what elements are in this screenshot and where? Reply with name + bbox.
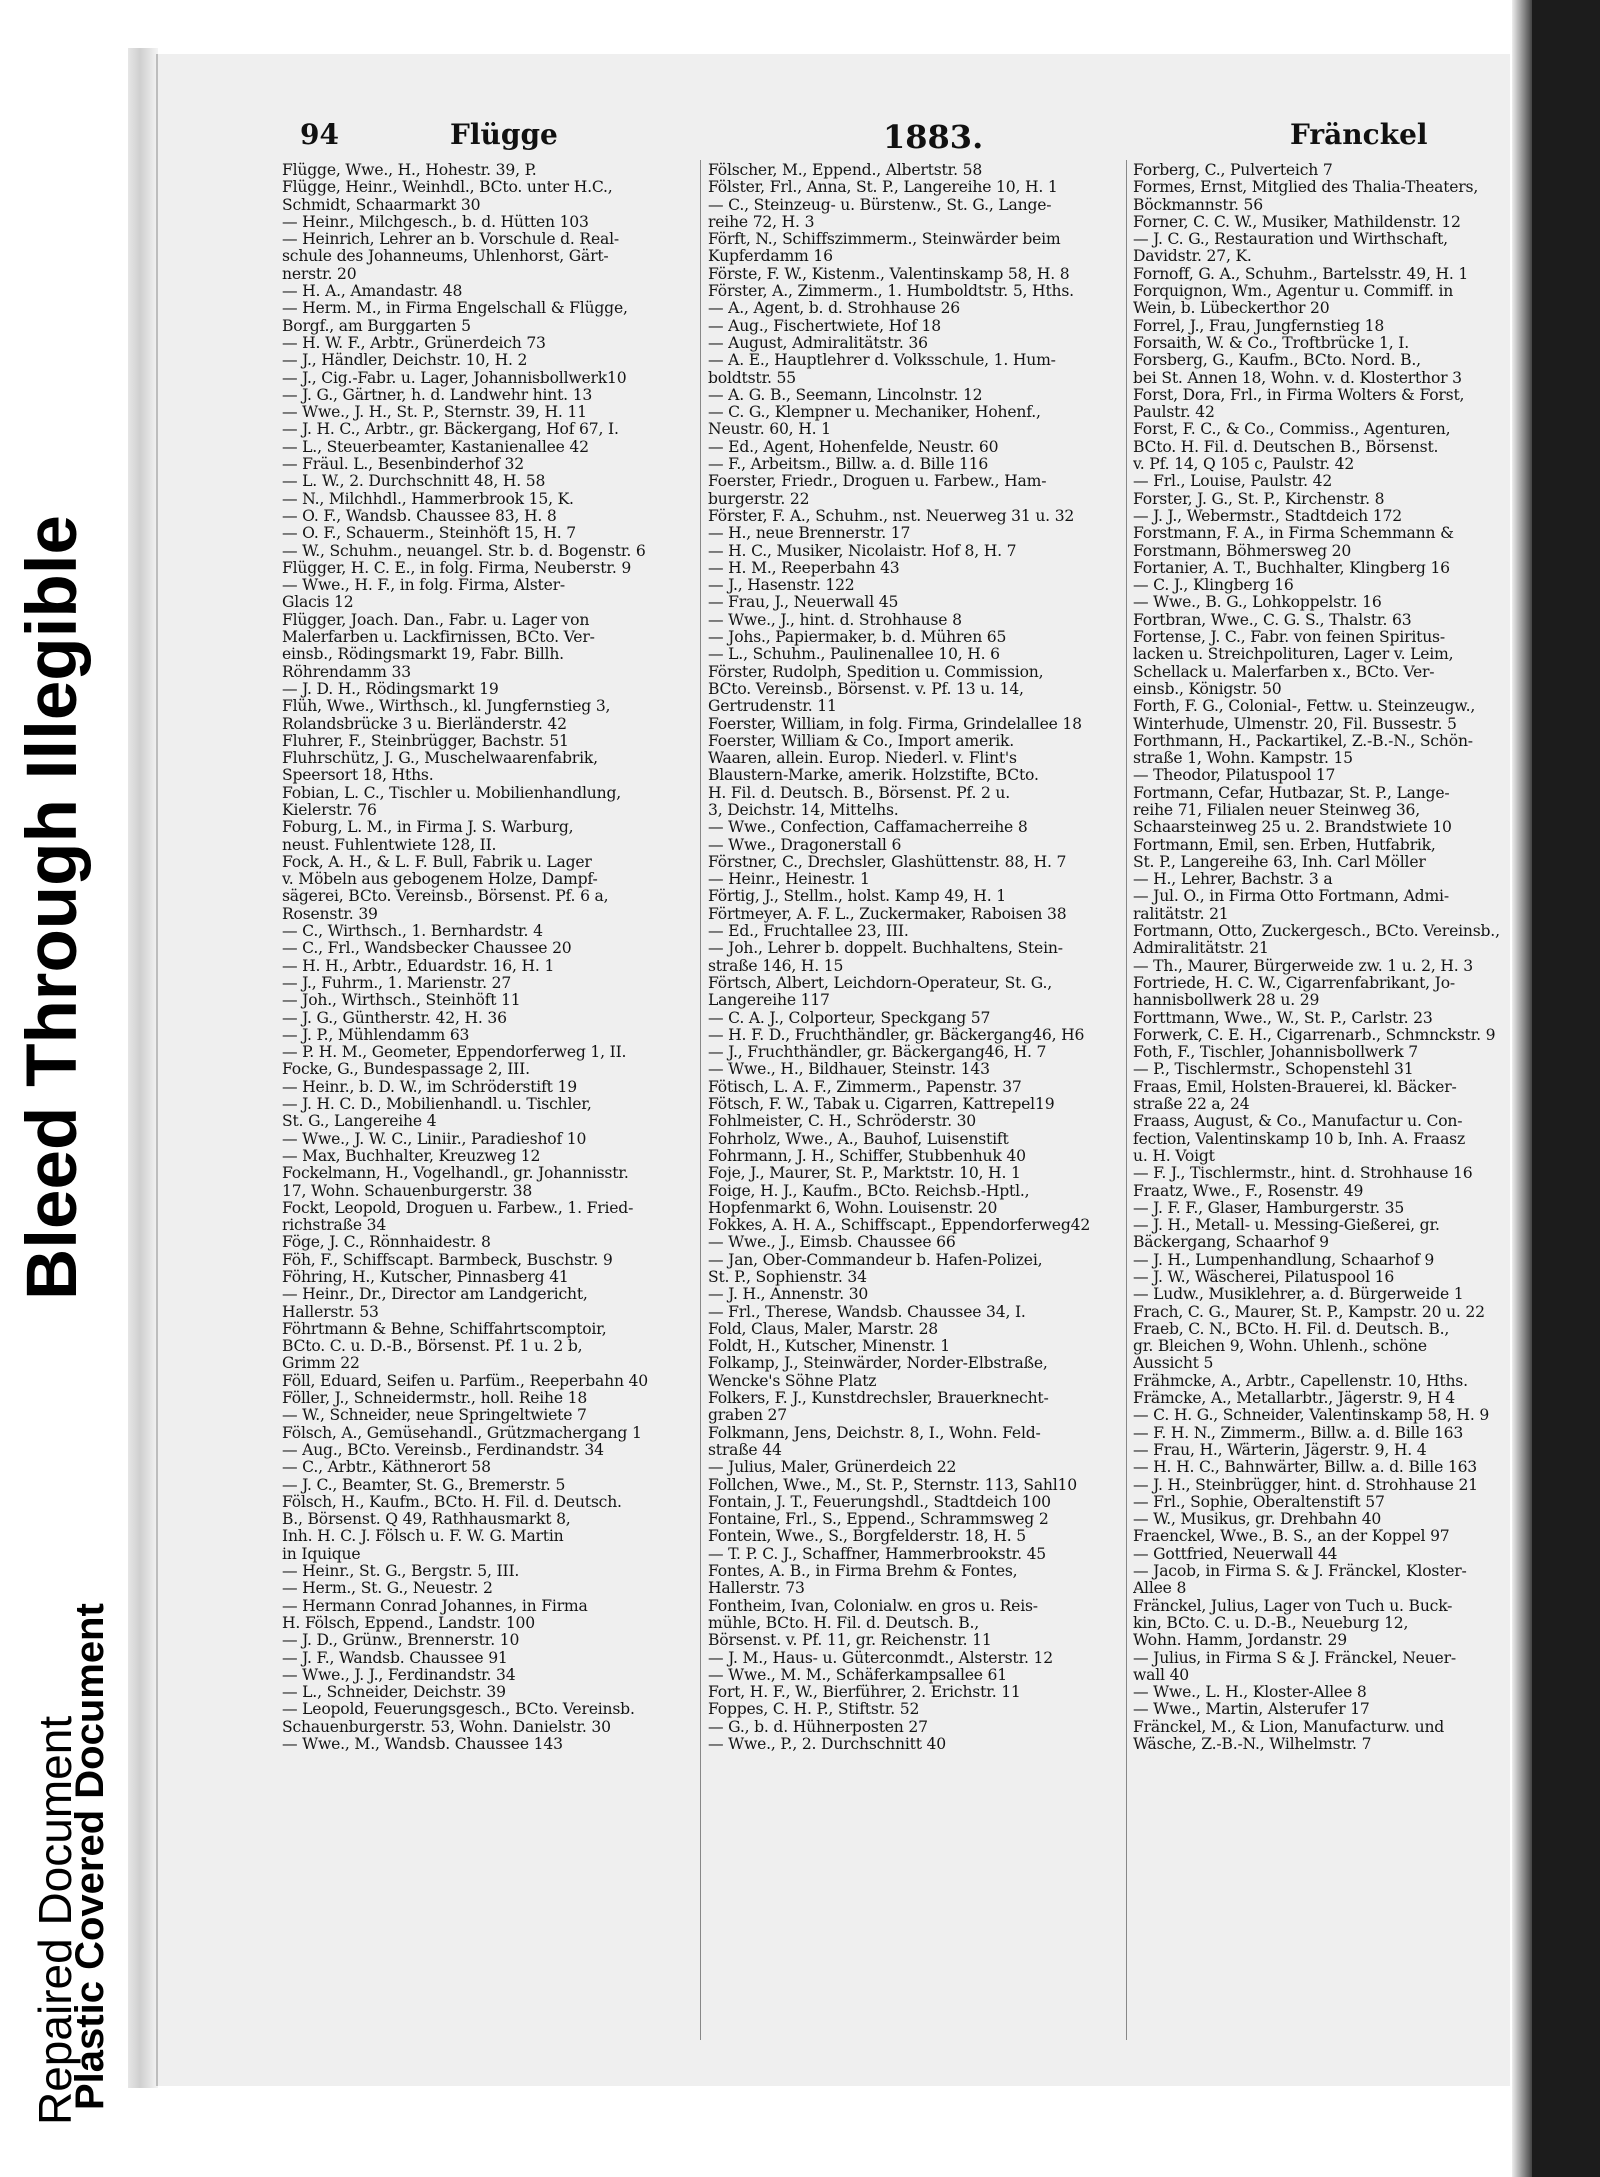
directory-entry-line: — A. G. B., Seemann, Lincolnstr. 12 xyxy=(708,386,983,404)
directory-entry-line: St. P., Sophienstr. 34 xyxy=(708,1269,867,1286)
directory-entry-line: — Frl., Louise, Paulstr. 42 xyxy=(1133,473,1333,491)
directory-entry-line: — Wwe., L. H., Kloster-Allee 8 xyxy=(1133,1684,1367,1702)
directory-entry-line: — J. H., Metall- u. Messing-Gießerei, gr. xyxy=(1133,1217,1440,1235)
directory-entry-line: H. Fil. d. Deutsch. B., Börsenst. Pf. 2 u. xyxy=(708,784,1011,802)
directory-entry-line: — J. W., Wäscherei, Pilatuspool 16 xyxy=(1133,1269,1395,1286)
directory-entry-line: — Th., Maurer, Bürgerweide zw. 1 u. 2, H. 3 xyxy=(1133,957,1473,975)
directory-entry-line: St. P., Langereihe 63, Inh. Carl Möller xyxy=(1133,853,1426,871)
page-number: 94 xyxy=(300,118,339,151)
directory-entry-line: — J. C., Beamter, St. G., Bremerstr. 5 xyxy=(282,1476,566,1494)
directory-entry-line: Foje, J., Maurer, St. P., Marktstr. 10, H. 1 xyxy=(708,1165,1021,1183)
directory-entry-line: ralitätstr. 21 xyxy=(1133,905,1229,923)
directory-entry-line: — O. F., Schauerm., Steinhöft 15, H. 7 xyxy=(282,525,576,543)
directory-entry-line: — H. C., Musiker, Nicolaistr. Hof 8, H. 7 xyxy=(708,542,1017,560)
directory-entry-line: hannisbollwerk 28 u. 29 xyxy=(1133,992,1320,1010)
directory-entry-line: — Wwe., M. M., Schäferkampsallee 61 xyxy=(708,1666,1007,1684)
directory-entry-line: — Frl., Sophie, Oberaltenstift 57 xyxy=(1133,1493,1385,1511)
right-keyword: Fränckel xyxy=(1290,118,1428,151)
directory-entry-line: — Joh., Wirthsch., Steinhöft 11 xyxy=(282,992,521,1010)
directory-entry-line: Wohn. Hamm, Jordanstr. 29 xyxy=(1133,1632,1347,1650)
directory-entry-line: — J. J., Webermstr., Stadtdeich 172 xyxy=(1133,507,1402,525)
directory-entry-line: — Jul. O., in Firma Otto Fortmann, Admi- xyxy=(1133,888,1449,906)
directory-entry-line: Hallerstr. 53 xyxy=(282,1303,379,1321)
directory-entry-line: straße 146, H. 15 xyxy=(708,957,844,975)
page-header xyxy=(300,118,1520,158)
directory-entry-line: Fobian, L. C., Tischler u. Mobilienhandlung, xyxy=(282,784,621,802)
directory-entry-line: Forsberg, G., Kaufm., BCto. Nord. B., xyxy=(1133,352,1421,370)
directory-entry-line: Frach, C. G., Maurer, St. P., Kampstr. 20 u. 22 xyxy=(1133,1303,1485,1321)
directory-entry-line: Foerster, Friedr., Droguen u. Farbew., Ham- xyxy=(708,473,1047,491)
directory-entry-line: — H. H. C., Bahnwärter, Billw. a. d. Bille 163 xyxy=(1133,1459,1478,1477)
directory-entry-line: Fortmann, Otto, Zuckergesch., BCto. Vereinsb., xyxy=(1133,923,1500,941)
directory-entry-line: — C., Arbtr., Käthnerort 58 xyxy=(282,1459,491,1477)
left-keyword: Flügge xyxy=(450,118,558,151)
directory-entry-line: — Julius, in Firma S & J. Fränckel, Neuer- xyxy=(1133,1649,1456,1667)
directory-entry-line: boldtstr. 55 xyxy=(708,369,796,387)
directory-entry-line: Foerster, William & Co., Import amerik. xyxy=(708,732,1015,750)
directory-entry-line: — J. G., Güntherstr. 42, H. 36 xyxy=(282,1009,507,1027)
directory-entry-line: — W., Schneider, neue Springeltwiete 7 xyxy=(282,1407,587,1425)
directory-entry-line: Foige, H. J., Kaufm., BCto. Reichsb.-Hptl., xyxy=(708,1182,1030,1200)
directory-entry-line: fection, Valentinskamp 10 b, Inh. A. Fraasz xyxy=(1133,1130,1466,1148)
directory-entry-line: Rolandsbrücke 3 u. Bierländerstr. 42 xyxy=(282,715,567,733)
directory-entry-line: Röhrendamm 33 xyxy=(282,663,411,681)
directory-entry-line: Folkers, F. J., Kunstdrechsler, Brauerknecht- xyxy=(708,1390,1049,1408)
directory-entry-line: — J. F., Wandsb. Chaussee 91 xyxy=(282,1649,508,1667)
directory-entry-line: — J. H. C. D., Mobilienhandl. u. Tischler, xyxy=(282,1096,592,1114)
directory-entry-line: v. Pf. 14, Q 105 c, Paulstr. 42 xyxy=(1133,456,1355,474)
directory-entry-line: Fortense, J. C., Fabr. von feinen Spiritus- xyxy=(1133,629,1445,647)
directory-entry-line: — Heinr., Milchgesch., b. d. Hütten 103 xyxy=(282,213,589,231)
directory-entry-line: Fold, Claus, Maler, Marstr. 28 xyxy=(708,1320,939,1338)
directory-entry-line: einsb., Rödingsmarkt 19, Fabr. Billh. xyxy=(282,646,564,664)
directory-entry-line: Fluhrer, F., Steinbrügger, Bachstr. 51 xyxy=(282,732,569,750)
directory-entry-line: Blaustern-Marke, amerik. Holzstifte, BCto. xyxy=(708,767,1039,785)
directory-entry-line: Förster, F. A., Schuhm., nst. Neuerweg 31 u. 32 xyxy=(708,507,1075,525)
directory-entry-line: Wencke's Söhne Platz xyxy=(708,1372,877,1390)
directory-entry-line: Fölster, Frl., Anna, St. P., Langereihe 10, H. 1 xyxy=(708,179,1058,197)
directory-entry-line: Flügger, Joach. Dan., Fabr. u. Lager von xyxy=(282,611,590,629)
directory-entry-line: Borgf., am Burggarten 5 xyxy=(282,317,471,335)
directory-entry-line: — J. G., Gärtner, h. d. Landwehr hint. 13 xyxy=(282,386,593,404)
directory-entry-line: graben 27 xyxy=(708,1407,787,1425)
directory-entry-line: Forquignon, Wm., Agentur u. Commiff. in xyxy=(1133,283,1454,301)
directory-entry-line: Flügger, H. C. E., in folg. Firma, Neuberstr. 9 xyxy=(282,559,632,577)
directory-entry-line: Fontain, J. T., Feuerungshdl., Stadtdeich 100 xyxy=(708,1493,1051,1511)
directory-entry-line: — Wwe., M., Wandsb. Chaussee 143 xyxy=(282,1736,563,1754)
directory-entry-line: Fränckel, Julius, Lager von Tuch u. Buck- xyxy=(1133,1597,1453,1615)
bleed-through-stamp: Bleed Through Illegible xyxy=(13,515,92,1300)
directory-entry-line: Speersort 18, Hths. xyxy=(282,767,434,785)
directory-entry-line: Glacis 12 xyxy=(282,594,354,612)
directory-entry-line: Frähmcke, A., Arbtr., Capellenstr. 10, Hths. xyxy=(1133,1372,1468,1390)
directory-entry-line: — Frau, J., Neuerwall 45 xyxy=(708,594,899,612)
directory-entry-line: sägerei, BCto. Vereinsb., Börsenst. Pf. 6 a, xyxy=(282,888,609,906)
directory-entry-line: — J. F. F., Glaser, Hamburgerstr. 35 xyxy=(1133,1199,1405,1217)
directory-entry-line: — H. F. D., Fruchthändler, gr. Bäckergang46, H6 xyxy=(708,1026,1085,1044)
directory-entry-line: — O. F., Wandsb. Chaussee 83, H. 8 xyxy=(282,507,557,525)
directory-entry-line: B., Börsenst. Q 49, Rathhausmarkt 8, xyxy=(282,1511,571,1529)
directory-entry-line: — Heinr., Heinestr. 1 xyxy=(708,871,870,889)
directory-entry-line: in Iquique xyxy=(282,1545,361,1563)
directory-entry-line: Fraas, Emil, Holsten-Brauerei, kl. Bäcker- xyxy=(1133,1078,1457,1096)
directory-entry-line: — Herm. M., in Firma Engelschall & Flügge, xyxy=(282,300,628,318)
directory-entry-line: — J. H., Lumpenhandlung, Schaarhof 9 xyxy=(1133,1251,1435,1269)
directory-entry-line: Fohlmeister, C. H., Schröderstr. 30 xyxy=(708,1113,977,1131)
directory-entry-line: — Ludw., Musiklehrer, a. d. Bürgerweide 1 xyxy=(1133,1286,1464,1304)
directory-entry-line: — A., Agent, b. d. Strohhause 26 xyxy=(708,300,961,318)
directory-entry-line: mühle, BCto. H. Fil. d. Deutsch. B., xyxy=(708,1614,979,1632)
directory-entry-line: — L. W., 2. Durchschnitt 48, H. 58 xyxy=(282,473,546,491)
directory-entry-line: 17, Wohn. Schauenburgerstr. 38 xyxy=(282,1182,533,1200)
directory-entry-line: — J. H. C., Arbtr., gr. Bäckergang, Hof 67, I. xyxy=(282,421,619,439)
directory-entry-line: Fockelmann, H., Vogelhandl., gr. Johannisstr. xyxy=(282,1165,629,1183)
directory-entry-line: reihe 72, H. 3 xyxy=(708,213,815,231)
directory-entry-line: — J. H., Steinbrügger, hint. d. Strohhause 21 xyxy=(1133,1476,1478,1494)
directory-entry-line: Forner, C. C. W., Musiker, Mathildenstr. 12 xyxy=(1133,213,1461,231)
directory-entry-line: Fontaine, Frl., S., Eppend., Schrammsweg 2 xyxy=(708,1511,1049,1529)
directory-entry-line: Allee 8 xyxy=(1133,1580,1187,1598)
directory-entry-line: Inh. H. C. J. Fölsch u. F. W. G. Martin xyxy=(282,1528,564,1546)
directory-entry-line: richstraße 34 xyxy=(282,1217,387,1235)
directory-entry-line: Forst, Dora, Frl., in Firma Wolters & Forst, xyxy=(1133,386,1465,404)
directory-entry-line: Aussicht 5 xyxy=(1133,1355,1214,1373)
directory-entry-line: Fort, H. F., W., Bierführer, 2. Erichstr. 11 xyxy=(708,1684,1021,1702)
directory-entry-line: Folkamp, J., Steinwärder, Norder-Elbstraße, xyxy=(708,1355,1048,1373)
directory-entry-line: — J., Händler, Deichstr. 10, H. 2 xyxy=(282,352,528,370)
directory-entry-line: Follchen, Wwe., M., St. P., Sternstr. 113, Sahl10 xyxy=(708,1476,1077,1494)
directory-entry-line: — Wwe., H. F., in folg. Firma, Alster- xyxy=(282,577,565,595)
directory-entry-line: Flügge, Heinr., Weinhdl., BCto. unter H.C., xyxy=(282,179,613,197)
directory-entry-line: — C., Frl., Wandsbecker Chaussee 20 xyxy=(282,940,572,958)
directory-entry-line: Föge, J. C., Rönnhaidestr. 8 xyxy=(282,1234,491,1252)
directory-entry-line: — L., Schneider, Deichstr. 39 xyxy=(282,1684,506,1702)
directory-entry-line: Fohrmann, J. H., Schiffer, Stubbenhuk 40 xyxy=(708,1147,1026,1165)
directory-entry-line: Admiralitätstr. 21 xyxy=(1133,940,1269,958)
directory-entry-line: — Wwe., J. J., Ferdinandstr. 34 xyxy=(282,1666,516,1684)
directory-entry-line: Fontes, A. B., in Firma Brehm & Fontes, xyxy=(708,1563,1018,1581)
directory-entry-line: straße 1, Wohn. Kampstr. 15 xyxy=(1133,750,1353,768)
directory-entry-line: Föll, Eduard, Seifen u. Parfüm., Reeperbahn 40 xyxy=(282,1372,648,1390)
directory-entry-line: — J. M., Haus- u. Güterconmdt., Alsterstr. 12 xyxy=(708,1649,1053,1667)
directory-entry-line: — Heinr., b. D. W., im Schröderstift 19 xyxy=(282,1078,577,1096)
directory-entry-line: Wein, b. Lübeckerthor 20 xyxy=(1133,300,1330,318)
directory-entry-line: — Ed., Fruchtallee 23, III. xyxy=(708,923,909,941)
directory-entry-line: — Max, Buchhalter, Kreuzweg 12 xyxy=(282,1147,541,1165)
directory-entry-line: Fraeb, C. N., BCto. H. Fil. d. Deutsch. B., xyxy=(1133,1320,1450,1338)
directory-entry-line: Foerster, William, in folg. Firma, Grindelallee 18 xyxy=(708,715,1082,733)
directory-entry-line: kin, BCto. C. u. D.-B., Neueburg 12, xyxy=(1133,1614,1409,1632)
directory-entry-line: — Heinr., Dr., Director am Landgericht, xyxy=(282,1286,588,1304)
directory-entry-line: Fortmann, Cefar, Hutbazar, St. P., Lange- xyxy=(1133,784,1450,802)
directory-entry-line: Främcke, A., Metallarbtr., Jägerstr. 9, H 4 xyxy=(1133,1390,1456,1408)
directory-entry-line: 3, Deichstr. 14, Mittelhs. xyxy=(708,801,899,819)
directory-entry-line: — G., b. d. Hühnerposten 27 xyxy=(708,1718,928,1736)
directory-entry-line: — F. H. N., Zimmerm., Billw. a. d. Bille 163 xyxy=(1133,1424,1464,1442)
directory-entry-line: — Aug., Fischertwiete, Hof 18 xyxy=(708,317,941,335)
directory-entry-line: Foldt, H., Kutscher, Minenstr. 1 xyxy=(708,1338,950,1356)
directory-entry-line: — W., Musikus, gr. Drehbahn 40 xyxy=(1133,1511,1382,1529)
page-edge xyxy=(128,48,158,2088)
directory-entry-line: wall 40 xyxy=(1133,1666,1190,1684)
directory-entry-line: — Jacob, in Firma S. & J. Fränckel, Kloster- xyxy=(1133,1563,1467,1581)
directory-entry-line: — L., Steuerbeamter, Kastanienallee 42 xyxy=(282,438,589,456)
directory-entry-line: — J., Fruchthändler, gr. Bäckergang46, H. 7 xyxy=(708,1044,1047,1062)
directory-entry-line: Förft, N., Schiffszimmerm., Steinwärder beim xyxy=(708,231,1061,249)
directory-entry-line: — Wwe., J., Eimsb. Chaussee 66 xyxy=(708,1234,956,1252)
directory-entry-line: Forwerk, C. E. H., Cigarrenarb., Schmnckstr. 9 xyxy=(1133,1026,1496,1044)
directory-entry-line: — Wwe., J. H., St. P., Sternstr. 39, H. 11 xyxy=(282,404,587,422)
directory-entry-line: — Frau, H., Wärterin, Jägerstr. 9, H. 4 xyxy=(1133,1441,1427,1459)
directory-entry-line: Schellack u. Malerfarben x., BCto. Ver- xyxy=(1133,663,1435,681)
directory-entry-line: BCto. H. Fil. d. Deutschen B., Börsenst. xyxy=(1133,438,1439,456)
directory-entry-line: Hallerstr. 73 xyxy=(708,1580,805,1598)
directory-entry-line: Fränckel, M., & Lion, Manufacturw. und xyxy=(1133,1718,1445,1736)
directory-entry-line: Fötsch, F. W., Tabak u. Cigarren, Kattrepel19 xyxy=(708,1096,1055,1114)
directory-entry-line: Forttmann, Wwe., W., St. P., Carlstr. 23 xyxy=(1133,1009,1433,1027)
directory-entry-line: Schaarsteinweg 25 u. 2. Brandstwiete 10 xyxy=(1133,819,1452,837)
directory-entry-line: — C. J., Klingberg 16 xyxy=(1133,577,1294,595)
directory-entry-line: — August, Admiralitätstr. 36 xyxy=(708,334,928,352)
directory-entry-line: — Wwe., J. W. C., Liniir., Paradieshof 10 xyxy=(282,1130,587,1148)
directory-entry-line: — J., Hasenstr. 122 xyxy=(708,577,855,595)
directory-entry-line: — Wwe., Confection, Caffamacherreihe 8 xyxy=(708,819,1028,837)
directory-entry-line: — Fräul. L., Besenbinderhof 32 xyxy=(282,456,524,474)
directory-entry-line: — J. C. G., Restauration und Wirthschaft, xyxy=(1133,231,1448,249)
directory-entry-line: lacken u. Streichpolituren, Lager v. Leim, xyxy=(1133,646,1454,664)
directory-entry-line: Fontein, Wwe., S., Borgfelderstr. 18, H. 5 xyxy=(708,1528,1026,1546)
directory-entry-line: Formes, Ernst, Mitglied des Thalia-Theaters, xyxy=(1133,179,1479,197)
directory-entry-line: Forrel, J., Frau, Jungfernstieg 18 xyxy=(1133,317,1385,335)
directory-entry-line: Folkmann, Jens, Deichstr. 8, I., Wohn. Feld- xyxy=(708,1424,1041,1442)
directory-entry-line: St. G., Langereihe 4 xyxy=(282,1113,437,1131)
directory-entry-line: Forthmann, H., Packartikel, Z.-B.-N., Schön- xyxy=(1133,732,1473,750)
directory-entry-line: — H. W. F., Arbtr., Grünerdeich 73 xyxy=(282,334,546,352)
directory-entry-line: straße 44 xyxy=(708,1441,782,1459)
directory-entry-line: Neustr. 60, H. 1 xyxy=(708,421,831,439)
directory-entry-line: — Wwe., H., Bildhauer, Steinstr. 143 xyxy=(708,1061,990,1079)
directory-entry-line: — J. D. H., Rödingsmarkt 19 xyxy=(282,680,499,698)
directory-entry-line: — Gottfried, Neuerwall 44 xyxy=(1133,1545,1338,1563)
directory-entry-line: — P., Tischlermstr., Schopenstehl 31 xyxy=(1133,1061,1414,1079)
directory-entry-line: Schmidt, Schaarmarkt 30 xyxy=(282,196,481,214)
directory-entry-line: — J. H., Annenstr. 30 xyxy=(708,1286,869,1304)
directory-entry-line: — Hermann Conrad Johannes, in Firma xyxy=(282,1597,588,1615)
directory-entry-line: Fortriede, H. C. W., Cigarrenfabrikant, Jo- xyxy=(1133,974,1455,992)
directory-entry-line: — J., Cig.-Fabr. u. Lager, Johannisbollwerk10 xyxy=(282,369,627,387)
directory-entry-line: — P. H. M., Geometer, Eppendorferweg 1, II. xyxy=(282,1044,627,1062)
directory-entry-line: Kupferdamm 16 xyxy=(708,248,833,266)
directory-entry-line: Davidstr. 27, K. xyxy=(1133,248,1252,266)
directory-entry-line: Fohrholz, Wwe., A., Bauhof, Luisenstift xyxy=(708,1130,1009,1148)
directory-entry-line: BCto. C. u. D.-B., Börsenst. Pf. 1 u. 2 b, xyxy=(282,1338,583,1356)
directory-entry-line: nerstr. 20 xyxy=(282,265,357,283)
directory-entry-line: — Leopold, Feuerungsgesch., BCto. Vereinsb. xyxy=(282,1701,635,1719)
column-divider xyxy=(700,160,701,2040)
directory-entry-line: Fölsch, H., Kaufm., BCto. H. Fil. d. Deutsch. xyxy=(282,1493,622,1511)
directory-entry-line: — C. H. G., Schneider, Valentinskamp 58, H. 9 xyxy=(1133,1407,1490,1425)
directory-entry-line: einsb., Königstr. 50 xyxy=(1133,680,1282,698)
directory-entry-line: reihe 71, Filialen neuer Steinweg 36, xyxy=(1133,801,1421,819)
directory-entry-line: — J., Fuhrm., 1. Marienstr. 27 xyxy=(282,974,512,992)
directory-entry-line: — W., Schuhm., neuangel. Str. b. d. Bogenstr. 6 xyxy=(282,542,646,560)
directory-entry-line: — L., Schuhm., Paulinenallee 10, H. 6 xyxy=(708,646,1000,664)
directory-entry-line: Fölscher, M., Eppend., Albertstr. 58 xyxy=(708,162,983,179)
directory-entry-line: BCto. Vereinsb., Börsenst. v. Pf. 13 u. 14, xyxy=(708,680,1024,698)
directory-entry-line: Hopfenmarkt 6, Wohn. Louisenstr. 20 xyxy=(708,1199,998,1217)
directory-entry-line: Föhring, H., Kutscher, Pinnasberg 41 xyxy=(282,1269,569,1286)
directory-entry-line: Waaren, allein. Europ. Niederl. v. Flint's xyxy=(708,750,1017,768)
directory-entry-line: Börsenst. v. Pf. 11, gr. Reichenstr. 11 xyxy=(708,1632,992,1650)
directory-entry-line: — F., Arbeitsm., Billw. a. d. Bille 116 xyxy=(708,456,989,474)
directory-entry-line: — Wwe., Dragonerstall 6 xyxy=(708,836,902,854)
directory-entry-line: Langereihe 117 xyxy=(708,992,830,1010)
directory-entry-line: Foth, F., Tischler, Johannisbollwerk 7 xyxy=(1133,1044,1419,1062)
directory-entry-line: Paulstr. 42 xyxy=(1133,404,1215,422)
directory-entry-line: — Joh., Lehrer b. doppelt. Buchhaltens, Stein- xyxy=(708,940,1063,958)
directory-entry-line: Förtmeyer, A. F. L., Zuckermaker, Raboisen 38 xyxy=(708,905,1067,923)
directory-entry-line: Fortbran, Wwe., C. G. S., Thalstr. 63 xyxy=(1133,611,1412,629)
directory-entry-line: — Jan, Ober-Commandeur b. Hafen-Polizei, xyxy=(708,1251,1043,1269)
repaired-document-stamp: Repaired Document xyxy=(29,1715,81,2125)
directory-entry-line: Fötisch, L. A. F., Zimmerm., Papenstr. 37 xyxy=(708,1078,1022,1096)
directory-entry-line: Förstner, C., Drechsler, Glashüttenstr. 88, H. 7 xyxy=(708,853,1067,871)
directory-entry-line: Forsaith, W. & Co., Troftbrücke 1, I. xyxy=(1133,334,1409,352)
directory-entry-line: — H., Lehrer, Bachstr. 3 a xyxy=(1133,871,1333,889)
directory-entry-line: — F. J., Tischlermstr., hint. d. Strohhause 16 xyxy=(1133,1165,1473,1183)
column-divider xyxy=(1126,160,1127,2040)
directory-entry-line: schule des Johanneums, Uhlenhorst, Gärt- xyxy=(282,248,609,266)
directory-entry-line: — Wwe., J., hint. d. Strohhause 8 xyxy=(708,611,962,629)
directory-entry-line: — H., neue Brennerstr. 17 xyxy=(708,525,911,543)
directory-entry-line: — Ed., Agent, Hohenfelde, Neustr. 60 xyxy=(708,438,999,456)
directory-entry-line: Forst, F. C., & Co., Commiss., Agenturen, xyxy=(1133,421,1451,439)
directory-entry-line: Forstmann, F. A., in Firma Schemmann & xyxy=(1133,525,1454,543)
directory-entry-line: — Herm., St. G., Neuestr. 2 xyxy=(282,1580,493,1598)
directory-entry-line: — C. A. J., Colporteur, Speckgang 57 xyxy=(708,1009,991,1027)
directory-entry-line: — Wwe., P., 2. Durchschnitt 40 xyxy=(708,1736,946,1754)
directory-entry-line: — H. H., Arbtr., Eduardstr. 16, H. 1 xyxy=(282,957,555,975)
directory-entry-line: Fraass, August, & Co., Manufactur u. Con- xyxy=(1133,1113,1463,1131)
directory-entry-line: Winterhude, Ulmenstr. 20, Fil. Bussestr. 5 xyxy=(1133,715,1457,733)
directory-entry-line: bei St. Annen 18, Wohn. v. d. Klosterthor 3 xyxy=(1133,369,1462,387)
directory-entry-line: Kielerstr. 76 xyxy=(282,801,377,819)
directory-entry-line: Fontheim, Ivan, Colonialw. en gros u. Reis- xyxy=(708,1597,1038,1615)
directory-entry-line: Foppes, C. H. P., Stiftstr. 52 xyxy=(708,1701,920,1719)
directory-entry-line: Fockt, Leopold, Droguen u. Farbew., 1. Fried- xyxy=(282,1199,634,1217)
directory-entry-line: Focke, G., Bundespassage 2, III. xyxy=(282,1061,530,1079)
directory-entry-line: Rosenstr. 39 xyxy=(282,905,378,923)
directory-entry-line: Förster, A., Zimmerm., 1. Humboldtstr. 5, Hths. xyxy=(708,283,1074,301)
directory-entry-line: Fraenckel, Wwe., B. S., an der Koppel 97 xyxy=(1133,1528,1450,1546)
directory-entry-line: Föh, F., Schiffscapt. Barmbeck, Buschstr. 9 xyxy=(282,1251,613,1269)
directory-entry-line: Foburg, L. M., in Firma J. S. Warburg, xyxy=(282,819,574,837)
directory-entry-line: Fraatz, Wwe., F., Rosenstr. 49 xyxy=(1133,1182,1364,1200)
directory-entry-line: Grimm 22 xyxy=(282,1355,360,1373)
directory-entry-line: Förtig, J., Stellm., holst. Kamp 49, H. 1 xyxy=(708,888,1006,906)
directory-entry-line: Fortanier, A. T., Buchhalter, Klingberg 16 xyxy=(1133,559,1450,577)
directory-entry-line: Flügge, Wwe., H., Hohestr. 39, P. xyxy=(282,162,537,179)
directory-entry-line: — Julius, Maler, Grünerdeich 22 xyxy=(708,1459,957,1477)
directory-entry-line: Föhrtmann & Behne, Schiffahrtscomptoir, xyxy=(282,1320,607,1338)
directory-entry-line: — Wwe., B. G., Lohkoppelstr. 16 xyxy=(1133,594,1382,612)
directory-entry-line: — Wwe., Martin, Alsterufer 17 xyxy=(1133,1701,1370,1719)
directory-entry-line: Schauenburgerstr. 53, Wohn. Danielstr. 30 xyxy=(282,1718,611,1736)
directory-entry-line: — C., Wirthsch., 1. Bernhardstr. 4 xyxy=(282,923,543,941)
directory-entry-line: Forster, J. G., St. P., Kirchenstr. 8 xyxy=(1133,490,1385,508)
directory-entry-line: — C. G., Klempner u. Mechaniker, Hohenf., xyxy=(708,404,1041,422)
directory-entry-line: u. H. Voigt xyxy=(1133,1147,1215,1165)
directory-entry-line: burgerstr. 22 xyxy=(708,490,810,508)
directory-entry-line: neust. Fuhlentwiete 128, II. xyxy=(282,836,497,854)
directory-entry-line: — A. E., Hauptlehrer d. Volksschule, 1. Hum- xyxy=(708,352,1056,370)
directory-column-3 xyxy=(1133,162,1543,1753)
directory-entry-line: gr. Bleichen 9, Wohn. Uhlenh., schöne xyxy=(1133,1338,1427,1356)
directory-entry-line: Förste, F. W., Kistenm., Valentinskamp 58, H. 8 xyxy=(708,265,1070,283)
directory-entry-line: — Heinr., St. G., Bergstr. 5, III. xyxy=(282,1563,520,1581)
directory-entry-line: — H. M., Reeperbahn 43 xyxy=(708,559,900,577)
directory-entry-line: v. Möbeln aus gebogenem Holze, Dampf- xyxy=(282,871,598,889)
directory-entry-line: Gertrudenstr. 11 xyxy=(708,698,837,716)
directory-entry-line: — Johs., Papiermaker, b. d. Mühren 65 xyxy=(708,629,1007,647)
directory-entry-line: Fortmann, Emil, sen. Erben, Hutfabrik, xyxy=(1133,836,1436,854)
directory-entry-line: — Aug., BCto. Vereinsb., Ferdinandstr. 34 xyxy=(282,1441,604,1459)
directory-entry-line: Förtsch, Albert, Leichdorn-Operateur, St. G., xyxy=(708,974,1052,992)
directory-entry-line: — Frl., Therese, Wandsb. Chaussee 34, I. xyxy=(708,1303,1026,1321)
directory-entry-line: Fölsch, A., Gemüsehandl., Grützmachergang 1 xyxy=(282,1424,642,1442)
directory-entry-line: — J. D., Grünw., Brennerstr. 10 xyxy=(282,1632,520,1650)
directory-entry-line: — Theodor, Pilatuspool 17 xyxy=(1133,767,1336,785)
directory-entry-line: straße 22 a, 24 xyxy=(1133,1096,1250,1114)
directory-entry-line: H. Fölsch, Eppend., Landstr. 100 xyxy=(282,1614,535,1632)
directory-entry-line: Fock, A. H., & L. F. Bull, Fabrik u. Lager xyxy=(282,853,592,871)
directory-entry-line: Forberg, C., Pulverteich 7 xyxy=(1133,162,1333,179)
directory-entry-line: Fornoff, G. A., Schuhm., Bartelsstr. 49, H. 1 xyxy=(1133,265,1469,283)
directory-entry-line: — C., Steinzeug- u. Bürstenw., St. G., Lange- xyxy=(708,196,1052,214)
directory-entry-line: — T. P. C. J., Schaffner, Hammerbrookstr. 45 xyxy=(708,1545,1047,1563)
directory-entry-line: Föller, J., Schneidermstr., holl. Reihe 18 xyxy=(282,1390,588,1408)
directory-entry-line: Forth, F. G., Colonial-, Fettw. u. Steinzeugw., xyxy=(1133,698,1476,716)
directory-column-2 xyxy=(708,162,1118,1753)
directory-entry-line: — H. A., Amandastr. 48 xyxy=(282,283,463,301)
directory-entry-line: Malerfarben u. Lackfirnissen, BCto. Ver- xyxy=(282,629,595,647)
directory-entry-line: Forstmann, Böhmersweg 20 xyxy=(1133,542,1352,560)
directory-entry-line: — N., Milchhdl., Hammerbrook 15, K. xyxy=(282,490,574,508)
directory-entry-line: Fluhrschütz, J. G., Muschelwaarenfabrik, xyxy=(282,750,598,768)
directory-entry-line: Böckmannstr. 56 xyxy=(1133,196,1263,214)
directory-entry-line: Förster, Rudolph, Spedition u. Commission, xyxy=(708,663,1044,681)
plastic-covered-stamp: Plastic Covered Document xyxy=(68,1603,112,2110)
directory-column-1 xyxy=(282,162,692,1753)
year-heading: 1883. xyxy=(883,118,984,156)
directory-entry-line: — J. P., Mühlendamm 63 xyxy=(282,1026,470,1044)
directory-entry-line: Bäckergang, Schaarhof 9 xyxy=(1133,1234,1329,1252)
directory-entry-line: Wäsche, Z.-B.-N., Wilhelmstr. 7 xyxy=(1133,1736,1372,1754)
directory-entry-line: Flüh, Wwe., Wirthsch., kl. Jungfernstieg 3, xyxy=(282,698,611,716)
directory-entry-line: Fokkes, A. H. A., Schiffscapt., Eppendorferweg42 xyxy=(708,1217,1091,1235)
directory-entry-line: — Heinrich, Lehrer an b. Vorschule d. Real- xyxy=(282,231,619,249)
